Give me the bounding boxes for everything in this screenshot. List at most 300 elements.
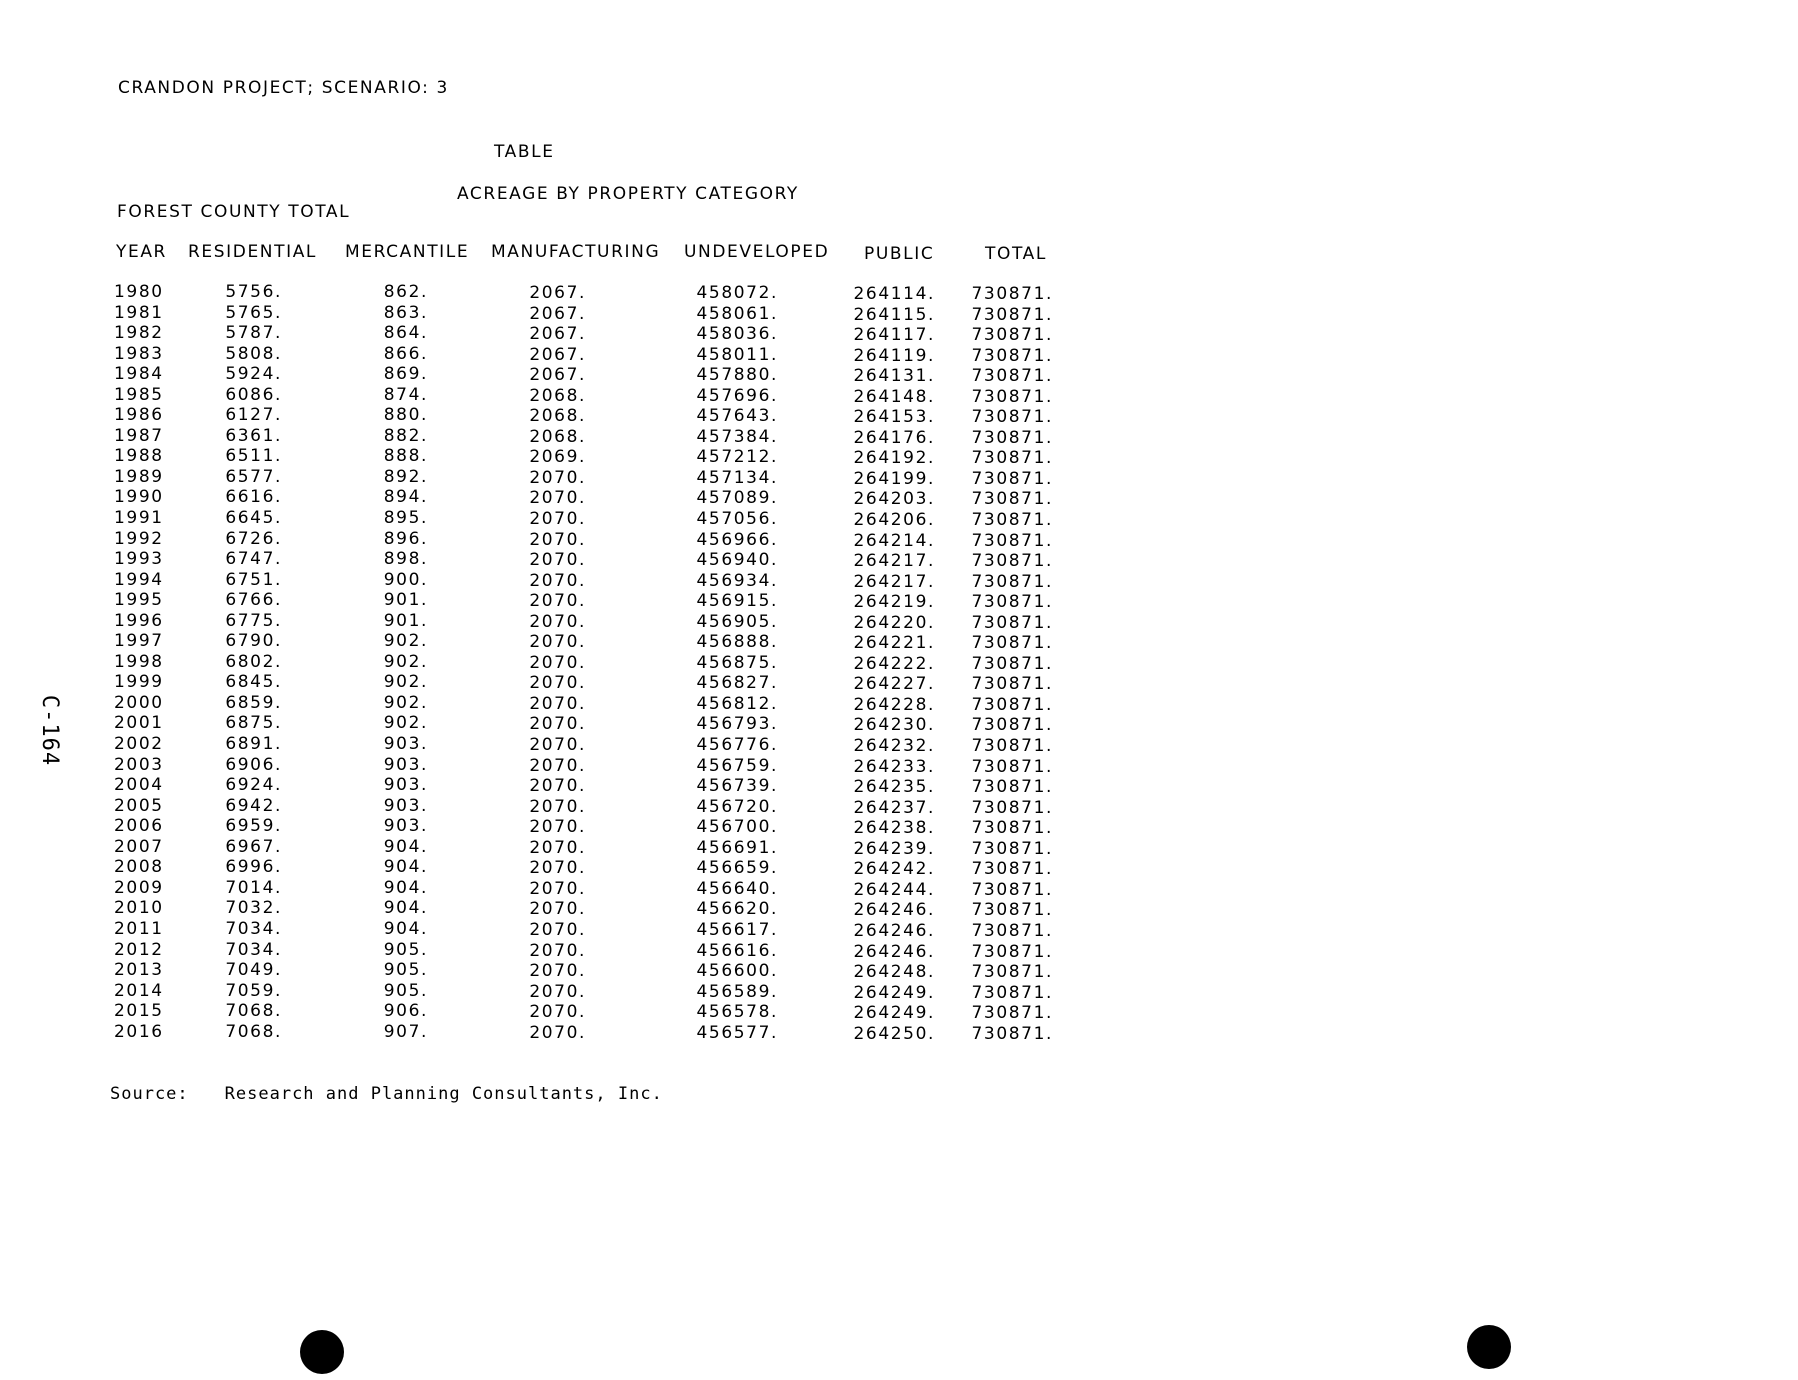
table-row (0, 529, 1798, 550)
cell-year: 1989 (114, 466, 164, 487)
cell-public: 264232. (853, 736, 935, 757)
cell-undeveloped: 456915. (696, 591, 778, 612)
table-row (0, 344, 1798, 365)
cell-year: 1991 (114, 508, 164, 529)
cell-public: 264239. (853, 838, 935, 859)
table-row (0, 323, 1798, 344)
cell-public: 264237. (853, 797, 935, 818)
cell-public: 264233. (853, 756, 935, 777)
cell-undeveloped: 458011. (696, 344, 778, 365)
cell-residential: 5765. (225, 302, 282, 323)
cell-undeveloped: 457696. (696, 385, 778, 406)
cell-year: 2012 (114, 939, 164, 960)
cell-residential: 6875. (225, 713, 282, 734)
cell-total: 730871. (971, 325, 1053, 346)
cell-total: 730871. (971, 366, 1053, 387)
cell-year: 1999 (114, 672, 164, 693)
cell-manufacturing: 2070. (529, 529, 586, 550)
cell-total: 730871. (971, 736, 1053, 757)
table-row (0, 816, 1798, 837)
cell-public: 264131. (853, 366, 935, 387)
table-row (0, 508, 1798, 529)
cell-undeveloped: 457880. (696, 365, 778, 386)
table-row (0, 898, 1798, 919)
cell-mercantile: 903. (383, 816, 428, 837)
cell-residential: 6859. (225, 692, 282, 713)
cell-residential: 6511. (225, 446, 282, 467)
cell-mercantile: 906. (383, 1001, 428, 1022)
table-row (0, 981, 1798, 1002)
table-row (0, 282, 1798, 303)
cell-residential: 6959. (225, 816, 282, 837)
cell-residential: 5924. (225, 364, 282, 385)
table-row (0, 713, 1798, 734)
cell-mercantile: 907. (383, 1021, 428, 1042)
cell-undeveloped: 457212. (696, 447, 778, 468)
cell-total: 730871. (971, 715, 1053, 736)
cell-year: 1982 (114, 323, 164, 344)
table-row (0, 405, 1798, 426)
cell-manufacturing: 2067. (529, 283, 586, 303)
cell-residential: 5787. (225, 323, 282, 344)
cell-manufacturing: 2070. (529, 919, 586, 940)
source-note (110, 1084, 663, 1104)
cell-public: 264246. (853, 920, 935, 941)
cell-total: 730871. (971, 756, 1053, 777)
table-label: TABLE (494, 142, 555, 162)
cell-manufacturing: 2070. (529, 858, 586, 879)
cell-residential: 6775. (225, 610, 282, 631)
table-row (0, 631, 1798, 652)
cell-manufacturing: 2068. (529, 385, 586, 406)
cell-public: 264227. (853, 674, 935, 695)
table-row (0, 878, 1798, 899)
cell-undeveloped: 457056. (696, 509, 778, 530)
cell-undeveloped: 456940. (696, 550, 778, 571)
cell-undeveloped: 456875. (696, 652, 778, 673)
cell-total: 730871. (971, 530, 1053, 551)
cell-manufacturing: 2070. (529, 1002, 586, 1023)
cell-total: 730871. (971, 982, 1053, 1003)
cell-year: 2007 (114, 836, 164, 857)
cell-residential: 6845. (225, 672, 282, 693)
cell-manufacturing: 2070. (529, 467, 586, 488)
cell-total: 730871. (971, 448, 1053, 469)
page-number: C-164 (37, 694, 63, 767)
cell-mercantile: 898. (383, 549, 428, 570)
column-header-public: PUBLIC (864, 244, 935, 264)
cell-manufacturing: 2070. (529, 570, 586, 591)
cell-public: 264250. (853, 1023, 935, 1044)
cell-total: 730871. (971, 386, 1053, 407)
cell-residential: 6924. (225, 775, 282, 796)
cell-year: 2003 (114, 754, 164, 775)
cell-undeveloped: 456578. (696, 1002, 778, 1023)
region-label: FOREST COUNTY TOTAL (117, 202, 351, 222)
cell-year: 1981 (114, 302, 164, 323)
cell-total: 730871. (971, 818, 1053, 839)
cell-public: 264119. (853, 345, 935, 366)
cell-total: 730871. (971, 612, 1053, 633)
cell-residential: 6802. (225, 651, 282, 672)
cell-undeveloped: 456659. (696, 858, 778, 879)
cell-public: 264230. (853, 715, 935, 736)
cell-year: 2013 (114, 960, 164, 981)
cell-manufacturing: 2070. (529, 755, 586, 776)
cell-mercantile: 901. (383, 610, 428, 631)
cell-mercantile: 896. (383, 528, 428, 549)
cell-residential: 7034. (225, 939, 282, 960)
cell-mercantile: 903. (383, 795, 428, 816)
cell-residential: 5808. (225, 343, 282, 364)
table-row (0, 837, 1798, 858)
table-row (0, 1001, 1798, 1022)
cell-manufacturing: 2069. (529, 447, 586, 468)
cell-year: 1992 (114, 528, 164, 549)
cell-total: 730871. (971, 859, 1053, 880)
cell-manufacturing: 2070. (529, 878, 586, 899)
cell-residential: 6766. (225, 590, 282, 611)
cell-residential: 6361. (225, 425, 282, 446)
cell-manufacturing: 2070. (529, 776, 586, 797)
cell-undeveloped: 457384. (696, 426, 778, 447)
cell-mercantile: 902. (383, 651, 428, 672)
cell-total: 730871. (971, 653, 1053, 674)
cell-public: 264217. (853, 551, 935, 572)
table-row (0, 672, 1798, 693)
cell-undeveloped: 456759. (696, 755, 778, 776)
cell-total: 730871. (971, 633, 1053, 654)
table-row (0, 857, 1798, 878)
cell-mercantile: 902. (383, 672, 428, 693)
cell-mercantile: 903. (383, 754, 428, 775)
cell-manufacturing: 2067. (529, 344, 586, 365)
cell-total: 730871. (971, 407, 1053, 428)
cell-residential: 5756. (225, 282, 282, 302)
table-row (0, 960, 1798, 981)
table-row (0, 446, 1798, 467)
cell-year: 1983 (114, 343, 164, 364)
column-header-total: TOTAL (985, 244, 1047, 264)
cell-year: 1988 (114, 446, 164, 467)
cell-mercantile: 864. (383, 323, 428, 344)
cell-undeveloped: 456905. (696, 611, 778, 632)
cell-manufacturing: 2070. (529, 652, 586, 673)
cell-mercantile: 904. (383, 877, 428, 898)
cell-mercantile: 903. (383, 775, 428, 796)
cell-mercantile: 894. (383, 487, 428, 508)
punch-hole-left (300, 1330, 344, 1374)
cell-undeveloped: 456934. (696, 570, 778, 591)
cell-undeveloped: 456966. (696, 529, 778, 550)
table-row (0, 1022, 1798, 1043)
table-row (0, 590, 1798, 611)
cell-residential: 6616. (225, 487, 282, 508)
cell-total: 730871. (971, 551, 1053, 572)
cell-manufacturing: 2070. (529, 611, 586, 632)
cell-manufacturing: 2070. (529, 673, 586, 694)
table-row (0, 652, 1798, 673)
cell-residential: 6086. (225, 384, 282, 405)
cell-public: 264206. (853, 510, 935, 531)
cell-year: 2016 (114, 1021, 164, 1042)
cell-public: 264217. (853, 571, 935, 592)
cell-undeveloped: 456776. (696, 735, 778, 756)
cell-mercantile: 863. (383, 302, 428, 323)
cell-public: 264249. (853, 1003, 935, 1024)
cell-residential: 7014. (225, 877, 282, 898)
cell-public: 264220. (853, 612, 935, 633)
cell-mercantile: 895. (383, 508, 428, 529)
cell-year: 2004 (114, 775, 164, 796)
table-row (0, 364, 1798, 385)
cell-undeveloped: 456600. (696, 961, 778, 982)
cell-year: 1998 (114, 651, 164, 672)
table-row (0, 487, 1798, 508)
cell-public: 264176. (853, 427, 935, 448)
cell-mercantile: 869. (383, 364, 428, 385)
cell-public: 264148. (853, 386, 935, 407)
table-row (0, 385, 1798, 406)
cell-total: 730871. (971, 920, 1053, 941)
cell-year: 2006 (114, 816, 164, 837)
cell-public: 264214. (853, 530, 935, 551)
cell-total: 730871. (971, 284, 1053, 304)
cell-mercantile: 892. (383, 466, 428, 487)
cell-residential: 6726. (225, 528, 282, 549)
cell-year: 2001 (114, 713, 164, 734)
cell-public: 264192. (853, 448, 935, 469)
cell-total: 730871. (971, 879, 1053, 900)
cell-total: 730871. (971, 427, 1053, 448)
cell-total: 730871. (971, 777, 1053, 798)
cell-year: 1990 (114, 487, 164, 508)
cell-mercantile: 880. (383, 405, 428, 426)
table-row (0, 303, 1798, 324)
cell-manufacturing: 2070. (529, 488, 586, 509)
cell-residential: 6747. (225, 549, 282, 570)
cell-manufacturing: 2070. (529, 961, 586, 982)
cell-undeveloped: 456888. (696, 632, 778, 653)
cell-year: 1994 (114, 569, 164, 590)
cell-undeveloped: 456620. (696, 899, 778, 920)
cell-undeveloped: 456739. (696, 776, 778, 797)
column-header-mercantile: MERCANTILE (345, 242, 470, 262)
cell-manufacturing: 2068. (529, 426, 586, 447)
cell-public: 264249. (853, 982, 935, 1003)
cell-year: 2015 (114, 1001, 164, 1022)
cell-undeveloped: 456812. (696, 693, 778, 714)
cell-year: 1993 (114, 549, 164, 570)
cell-mercantile: 866. (383, 343, 428, 364)
cell-residential: 6967. (225, 836, 282, 857)
cell-total: 730871. (971, 592, 1053, 613)
cell-residential: 6127. (225, 405, 282, 426)
cell-total: 730871. (971, 797, 1053, 818)
cell-total: 730871. (971, 941, 1053, 962)
cell-manufacturing: 2067. (529, 365, 586, 386)
cell-mercantile: 904. (383, 918, 428, 939)
cell-undeveloped: 457643. (696, 406, 778, 427)
cell-public: 264219. (853, 592, 935, 613)
cell-public: 264199. (853, 468, 935, 489)
cell-year: 1987 (114, 425, 164, 446)
cell-year: 2008 (114, 857, 164, 878)
cell-mercantile: 905. (383, 939, 428, 960)
cell-manufacturing: 2070. (529, 693, 586, 714)
cell-manufacturing: 2070. (529, 817, 586, 838)
cell-year: 1997 (114, 631, 164, 652)
cell-public: 264244. (853, 879, 935, 900)
cell-total: 730871. (971, 900, 1053, 921)
cell-manufacturing: 2070. (529, 550, 586, 571)
cell-manufacturing: 2067. (529, 303, 586, 324)
table-row (0, 549, 1798, 570)
cell-mercantile: 905. (383, 960, 428, 981)
cell-total: 730871. (971, 1023, 1053, 1044)
punch-hole-right (1467, 1325, 1511, 1369)
cell-manufacturing: 2070. (529, 1022, 586, 1043)
cell-public: 264114. (853, 284, 935, 304)
cell-total: 730871. (971, 1003, 1053, 1024)
cell-manufacturing: 2070. (529, 837, 586, 858)
column-header-manufacturing: MANUFACTURING (491, 242, 661, 262)
cell-residential: 6891. (225, 734, 282, 755)
cell-manufacturing: 2068. (529, 406, 586, 427)
cell-mercantile: 904. (383, 836, 428, 857)
cell-manufacturing: 2070. (529, 899, 586, 920)
column-header-residential: RESIDENTIAL (188, 242, 318, 262)
cell-year: 2002 (114, 734, 164, 755)
cell-manufacturing: 2070. (529, 796, 586, 817)
table-row (0, 940, 1798, 961)
cell-year: 1986 (114, 405, 164, 426)
cell-total: 730871. (971, 489, 1053, 510)
cell-mercantile: 874. (383, 384, 428, 405)
cell-mercantile: 904. (383, 857, 428, 878)
cell-manufacturing: 2070. (529, 714, 586, 735)
cell-manufacturing: 2067. (529, 324, 586, 345)
table-row (0, 611, 1798, 632)
cell-public: 264246. (853, 941, 935, 962)
cell-manufacturing: 2070. (529, 735, 586, 756)
cell-undeveloped: 456616. (696, 940, 778, 961)
cell-undeveloped: 456640. (696, 878, 778, 899)
cell-total: 730871. (971, 838, 1053, 859)
column-header-undeveloped: UNDEVELOPED (684, 242, 830, 262)
cell-total: 730871. (971, 510, 1053, 531)
cell-mercantile: 905. (383, 980, 428, 1001)
cell-total: 730871. (971, 468, 1053, 489)
table-row (0, 467, 1798, 488)
cell-year: 2005 (114, 795, 164, 816)
cell-public: 264222. (853, 653, 935, 674)
cell-total: 730871. (971, 674, 1053, 695)
source-label: Source: (110, 1084, 189, 1104)
cell-residential: 6751. (225, 569, 282, 590)
cell-year: 1985 (114, 384, 164, 405)
table-row (0, 693, 1798, 714)
table-title: ACREAGE BY PROPERTY CATEGORY (457, 184, 799, 204)
cell-mercantile: 882. (383, 425, 428, 446)
table-row (0, 755, 1798, 776)
cell-mercantile: 902. (383, 692, 428, 713)
cell-residential: 6996. (225, 857, 282, 878)
cell-year: 2014 (114, 980, 164, 1001)
cell-public: 264115. (853, 304, 935, 325)
table-row (0, 796, 1798, 817)
cell-manufacturing: 2070. (529, 981, 586, 1002)
cell-year: 2011 (114, 918, 164, 939)
cell-undeveloped: 458061. (696, 303, 778, 324)
cell-year: 1984 (114, 364, 164, 385)
table-row (0, 919, 1798, 940)
cell-total: 730871. (971, 345, 1053, 366)
cell-residential: 6645. (225, 508, 282, 529)
cell-public: 264117. (853, 325, 935, 346)
table-body (0, 282, 1798, 1042)
cell-manufacturing: 2070. (529, 632, 586, 653)
cell-residential: 7049. (225, 960, 282, 981)
source-text: Research and Planning Consultants, Inc. (224, 1084, 663, 1104)
cell-public: 264246. (853, 900, 935, 921)
cell-public: 264242. (853, 859, 935, 880)
table-row (0, 775, 1798, 796)
table-row (0, 570, 1798, 591)
cell-residential: 6906. (225, 754, 282, 775)
cell-year: 2000 (114, 692, 164, 713)
cell-undeveloped: 456827. (696, 673, 778, 694)
cell-mercantile: 888. (383, 446, 428, 467)
cell-total: 730871. (971, 571, 1053, 592)
cell-manufacturing: 2070. (529, 940, 586, 961)
cell-manufacturing: 2070. (529, 509, 586, 530)
cell-mercantile: 904. (383, 898, 428, 919)
cell-year: 1980 (114, 282, 164, 302)
cell-year: 1995 (114, 590, 164, 611)
cell-undeveloped: 456720. (696, 796, 778, 817)
cell-undeveloped: 456577. (696, 1022, 778, 1043)
cell-year: 2009 (114, 877, 164, 898)
cell-mercantile: 902. (383, 631, 428, 652)
cell-mercantile: 902. (383, 713, 428, 734)
cell-year: 2010 (114, 898, 164, 919)
cell-public: 264238. (853, 818, 935, 839)
project-header: CRANDON PROJECT; SCENARIO: 3 (118, 78, 449, 98)
cell-public: 264203. (853, 489, 935, 510)
cell-total: 730871. (971, 694, 1053, 715)
cell-undeveloped: 458036. (696, 324, 778, 345)
cell-residential: 6577. (225, 466, 282, 487)
cell-public: 264221. (853, 633, 935, 654)
cell-mercantile: 900. (383, 569, 428, 590)
cell-year: 1996 (114, 610, 164, 631)
cell-residential: 7059. (225, 980, 282, 1001)
cell-public: 264235. (853, 777, 935, 798)
cell-mercantile: 903. (383, 734, 428, 755)
column-header-year: YEAR (116, 242, 167, 262)
cell-undeveloped: 456617. (696, 919, 778, 940)
cell-residential: 7068. (225, 1001, 282, 1022)
table-row (0, 734, 1798, 755)
cell-total: 730871. (971, 962, 1053, 983)
cell-total: 730871. (971, 304, 1053, 325)
cell-manufacturing: 2070. (529, 591, 586, 612)
cell-residential: 6942. (225, 795, 282, 816)
cell-residential: 7032. (225, 898, 282, 919)
cell-mercantile: 862. (383, 282, 428, 302)
cell-undeveloped: 456589. (696, 981, 778, 1002)
